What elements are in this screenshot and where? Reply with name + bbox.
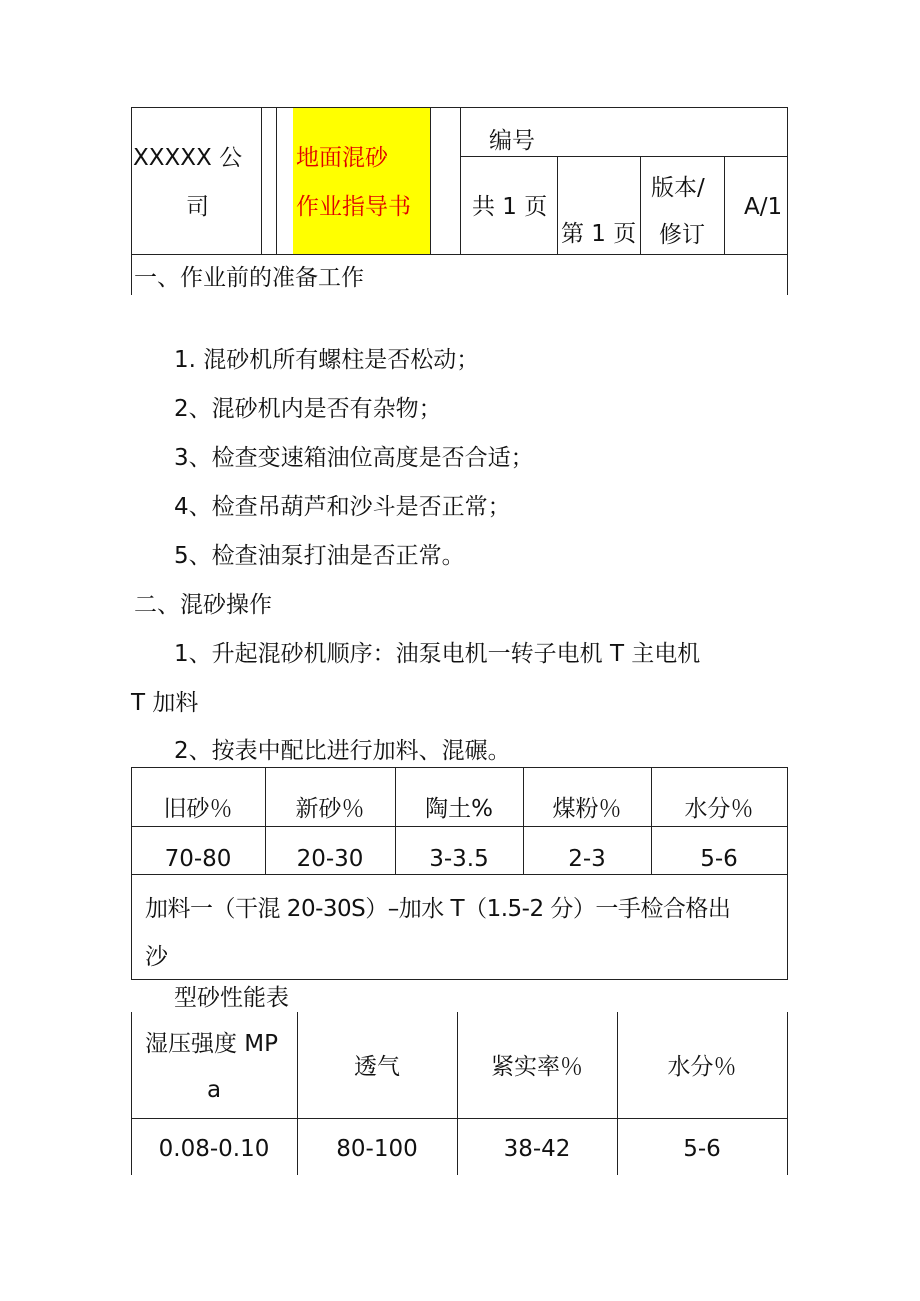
ratio-table-right (787, 767, 788, 980)
header-vline-5 (557, 156, 558, 254)
ratio-value-old-sand: 70-80 (164, 846, 232, 872)
header-left-border (131, 107, 132, 295)
ratio-header-moisture: 水分％ (684, 796, 754, 822)
ratio-header-clay: 陶土% (425, 796, 493, 822)
perf-header-moisture: 水分％ (667, 1054, 737, 1080)
version-value: A/1 (744, 194, 783, 220)
perf-value-permeability: 80-100 (336, 1136, 418, 1162)
header-vline-4 (460, 107, 461, 254)
perf-header-permeability: 透气 (354, 1054, 400, 1080)
prep-item-4: 4、检查吊葫芦和沙斗是否正常； (174, 494, 511, 520)
ratio-note-line1: 加料一（干混 20-30S）–加水 T（1.5-2 分）一手检合格出 (145, 896, 731, 922)
title-highlight (293, 108, 430, 254)
header-bottom-border (131, 254, 788, 255)
doc-title-line2: 作业指导书 (296, 194, 411, 220)
ratio-header-coal-powder: 煤粉％ (552, 796, 622, 822)
ratio-header-new-sand: 新砂％ (295, 796, 365, 822)
ratio-value-clay: 3-3.5 (429, 846, 489, 872)
prep-item-5: 5、检查油泵打油是否正常。 (174, 543, 465, 569)
page-number: 第 1 页 (561, 221, 637, 247)
prep-item-2: 2、混砂机内是否有杂物； (174, 396, 442, 422)
doc-title-line1: 地面混砂 (296, 145, 388, 171)
perf-value-moisture: 5-6 (683, 1136, 721, 1162)
mix-step-2: 2、按表中配比进行加料、混碾。 (174, 738, 511, 764)
version-label-line2: 修订 (659, 222, 705, 248)
ratio-value-moisture: 5-6 (700, 846, 738, 872)
version-label-line1: 版本/ (651, 175, 705, 201)
perf-table-right (787, 1012, 788, 1175)
company-name-line2: 司 (186, 194, 209, 220)
perf-table-hline-1 (131, 1118, 788, 1119)
perf-header-strength-line2: a (206, 1077, 222, 1103)
ratio-value-coal-powder: 2-3 (568, 846, 606, 872)
ratio-value-new-sand: 20-30 (296, 846, 364, 872)
ratio-table-top (131, 767, 788, 768)
header-vline-3 (430, 107, 431, 254)
perf-value-compactability: 38-42 (503, 1136, 571, 1162)
total-pages: 共 1 页 (472, 194, 548, 220)
header-vline-6 (640, 156, 641, 254)
ratio-header-old-sand: 旧砂％ (163, 796, 233, 822)
header-vline-1 (261, 107, 262, 254)
ratio-table-bottom (131, 979, 788, 980)
header-vline-2 (276, 107, 277, 254)
prep-item-3: 3、检查变速箱油位高度是否合适； (174, 445, 534, 471)
perf-value-strength: 0.08-0.10 (158, 1136, 270, 1162)
mix-step-1-line2: T 加料 (131, 690, 199, 716)
perf-header-compactability: 紧实率％ (491, 1054, 583, 1080)
mix-step-1-line1: 1、升起混砂机顺序：油泵电机一转子电机 T 主电机 (174, 641, 701, 667)
ratio-note-line2: 沙 (145, 944, 168, 970)
header-mid-hline (460, 156, 788, 157)
ratio-table-hline-2 (131, 874, 788, 875)
doc-number-label: 编号 (489, 128, 535, 154)
header-vline-7 (724, 156, 725, 254)
header-right-border (787, 107, 788, 295)
performance-table-title: 型砂性能表 (174, 985, 289, 1011)
company-name-line1: XXXXX 公 (133, 145, 243, 171)
perf-header-strength-line1: 湿压强度 MP (145, 1031, 279, 1057)
ratio-table-hline-1 (131, 826, 788, 827)
mix-section-title: 二、混砂操作 (134, 592, 272, 618)
prep-item-1: 1. 混砂机所有螺柱是否松动； (174, 347, 480, 373)
prep-section-title: 一、作业前的准备工作 (134, 265, 364, 291)
